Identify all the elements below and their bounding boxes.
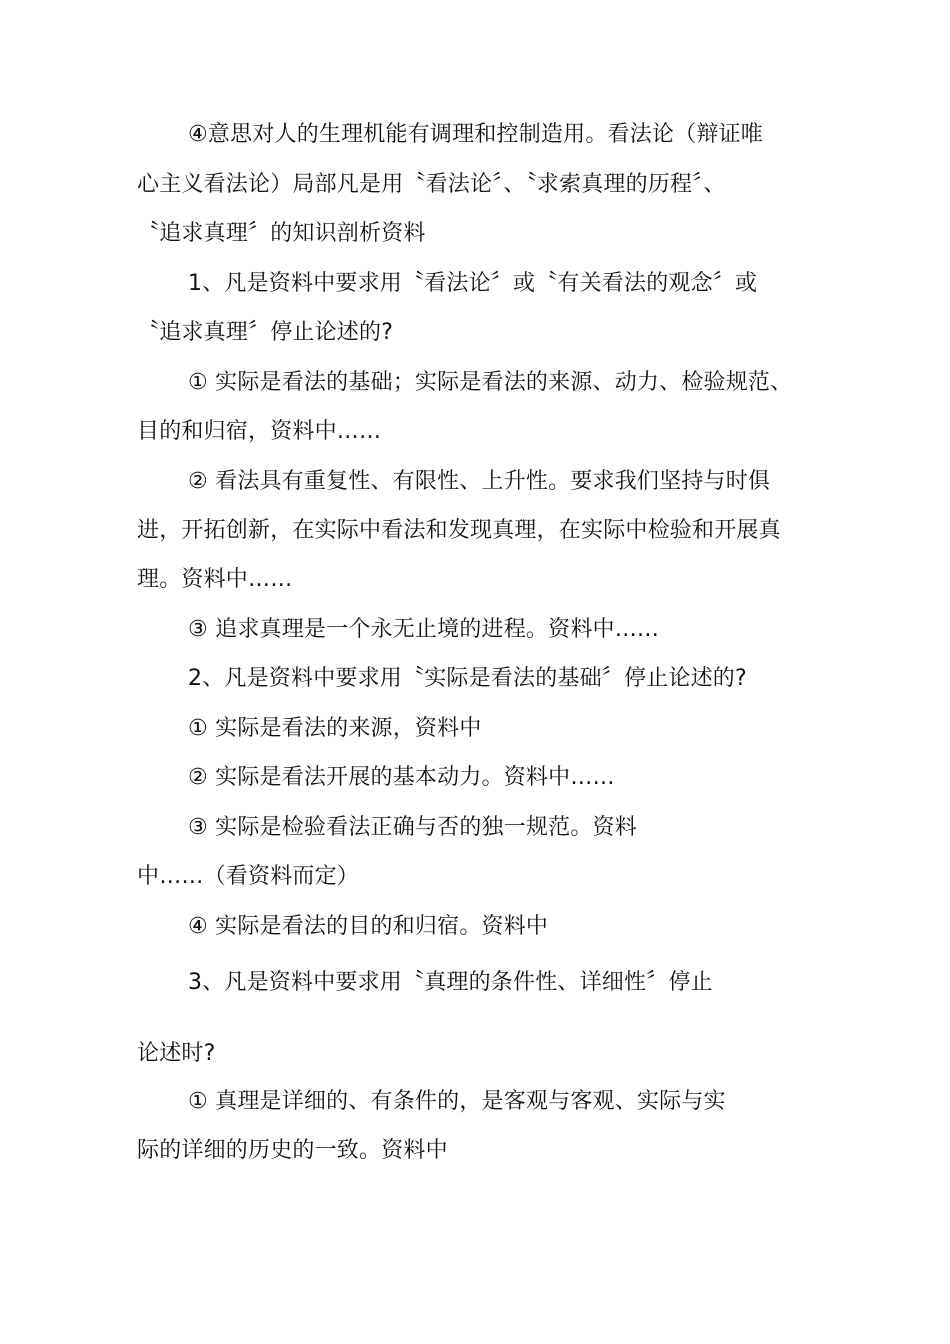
text-line-7: 目的和归宿，资料中……	[137, 419, 382, 444]
text-line-12: 2、凡是资料中要求用〝实际是看法的基础〞停止论述的?	[188, 666, 747, 691]
text-line-3: 〝追求真理〞的知识剖析资料	[137, 221, 426, 246]
text-line-2: 心主义看法论）局部凡是用〝看法论〞、〝求索真理的历程〞、	[137, 172, 726, 197]
text-line-10: 理。资料中……	[137, 567, 293, 592]
text-line-6: ① 实际是看法的基础；实际是看法的来源、动力、检验规范、	[188, 370, 793, 395]
text-line-9: 进，开拓创新，在实际中看法和发现真理，在实际中检验和开展真	[137, 518, 781, 543]
text-line-19: 论述时?	[137, 1041, 216, 1066]
text-line-17: ④ 实际是看法的目的和归宿。资料中	[188, 914, 549, 939]
text-line-5: 〝追求真理〞停止论述的?	[137, 320, 394, 345]
text-line-4: 1、凡是资料中要求用〝看法论〞或〝有关看法的观念〞或	[188, 271, 758, 296]
text-line-21: 际的详细的历史的一致。资料中	[137, 1138, 448, 1163]
text-line-13: ① 实际是看法的来源，资料中	[188, 716, 482, 741]
text-line-11: ③ 追求真理是一个永无止境的进程。资料中……	[188, 617, 660, 642]
text-line-18: 3、凡是资料中要求用〝真理的条件性、详细性〞停止	[188, 970, 713, 995]
text-line-16: 中……（看资料而定）	[137, 864, 360, 889]
text-line-14: ② 实际是看法开展的基本动力。资料中……	[188, 765, 615, 790]
text-line-1: ④意思对人的生理机能有调理和控制造用。看法论（辩证唯	[188, 122, 763, 147]
text-line-20: ① 真理是详细的、有条件的，是客观与客观、实际与实	[188, 1089, 726, 1114]
text-line-8: ② 看法具有重复性、有限性、上升性。要求我们坚持与时俱	[188, 469, 771, 494]
text-line-15: ③ 实际是检验看法正确与否的独一规范。资料	[188, 815, 637, 840]
